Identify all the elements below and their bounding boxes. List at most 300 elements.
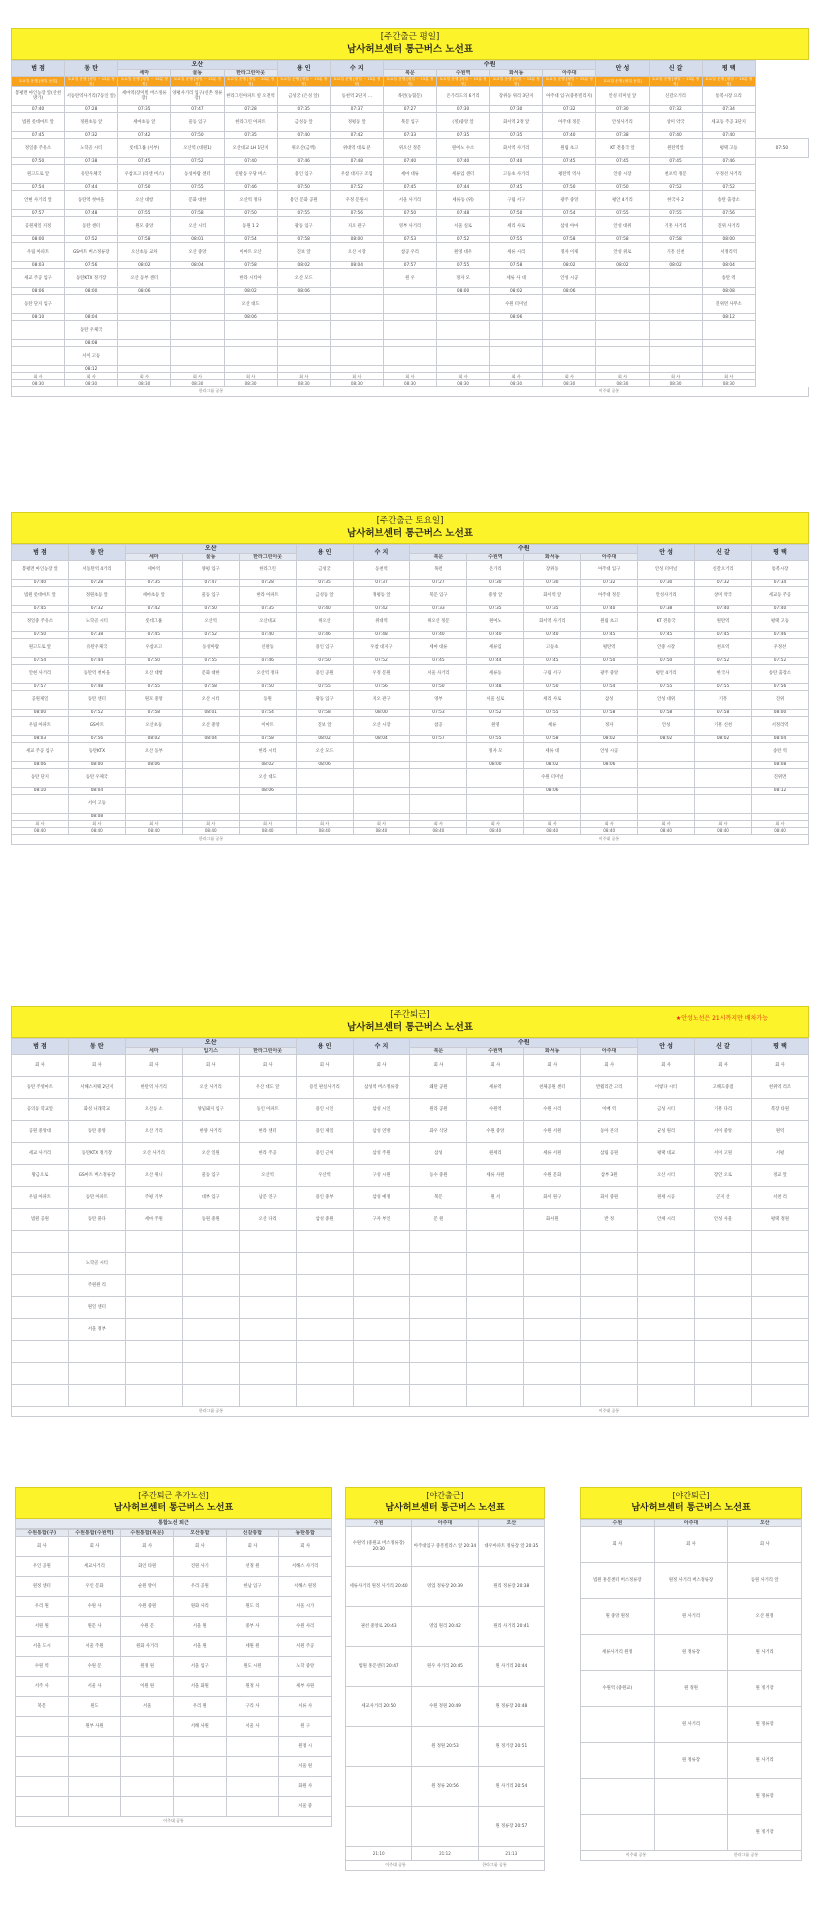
column-header: 수원역 (467, 1048, 524, 1055)
stop-cell (68, 1757, 121, 1777)
time-cell: 07:33 (410, 606, 467, 613)
foot-cell: 회 사 (353, 821, 410, 828)
stop-cell: 법원 롯데마트 앞 (12, 113, 65, 132)
stop-cell (277, 321, 330, 340)
time-cell (751, 814, 808, 821)
time-cell: 07:52 (695, 658, 752, 665)
stop-cell: 회 사 (581, 1527, 655, 1563)
time-cell: 07:35 (277, 106, 330, 113)
stop-cell: 정일중 주유소 (12, 139, 65, 158)
stop-cell (490, 347, 543, 366)
stop-cell (224, 347, 277, 366)
stop-cell (239, 1297, 296, 1319)
table-row (12, 1055, 809, 1077)
stop-cell (596, 321, 649, 340)
column-header: 한라그린아웃 (239, 554, 296, 561)
stop-cell (410, 795, 467, 814)
stop-cell (581, 1231, 638, 1253)
stop-cell: 동성아람 센터 (171, 165, 224, 184)
stop-cell (524, 1275, 581, 1297)
stop-cell (16, 1737, 69, 1757)
column-header: 범 점 (12, 1039, 69, 1055)
stop-cell: 반월리간 고리 (581, 1077, 638, 1099)
table-row (12, 1121, 809, 1143)
stop-cell: 우림 아파트 (12, 717, 69, 736)
arrival-time: 08:40 (524, 828, 581, 835)
time-cell (353, 788, 410, 795)
stop-cell: 아주대 입구 (581, 561, 638, 580)
stop-cell: 서울 입구 (173, 1657, 226, 1677)
time-cell: 07:42 (125, 606, 182, 613)
time-cell (182, 814, 239, 821)
time-cell: 07:45 (524, 658, 581, 665)
stop-cell: 이원 원 (121, 1677, 174, 1697)
stop-cell: 양념돼지 입구 (182, 1099, 239, 1121)
stop-cell: 평안 4거리 (596, 191, 649, 210)
column-header: 물동 (182, 554, 239, 561)
time-cell: 07:40 (224, 158, 277, 165)
column-header: 아주대 (654, 1520, 728, 1527)
stop-cell (524, 1231, 581, 1253)
time-cell: 07:40 (410, 632, 467, 639)
table-row (12, 710, 809, 717)
time-cell: 07:38 (638, 606, 695, 613)
time-cell: 07:58 (224, 262, 277, 269)
stop-cell: 영부 (410, 691, 467, 710)
stop-cell: 송탄 역 (751, 743, 808, 762)
time-cell: 07:37 (330, 106, 383, 113)
foot-cell: 회 사 (239, 821, 296, 828)
stop-cell: 오산 동부 센터 (118, 269, 171, 288)
stop-cell (125, 1385, 182, 1407)
foot-cell: 회 사 (277, 373, 330, 380)
stop-cell: 원 사거리 (654, 1599, 728, 1635)
stop-cell: 서천 리 (751, 1187, 808, 1209)
stop-cell: 회 사 (239, 1055, 296, 1077)
time-cell (596, 288, 649, 295)
stop-cell (543, 347, 596, 366)
table-row (12, 113, 809, 132)
stop-cell: 오산 대도 (239, 769, 296, 788)
stop-cell: 삼성 아마 (543, 217, 596, 236)
stop-cell: 영부 사거리 (383, 217, 436, 236)
stop-cell (12, 1341, 69, 1363)
stop-cell (182, 769, 239, 788)
title: 남사허브센터 통근버스 노선표 (631, 1503, 751, 1513)
time-cell: 07:52 (437, 236, 490, 243)
time-cell: 07:55 (467, 736, 524, 743)
stop-cell: 수원 중앙 (467, 1121, 524, 1143)
title-box (11, 1006, 809, 1038)
stop-cell (182, 1319, 239, 1341)
table-row (12, 665, 809, 684)
stop-cell: 안성 터미널 (638, 561, 695, 580)
arrival-time: 21:10 (346, 1847, 412, 1861)
route-table (11, 60, 809, 387)
time-cell: 07:45 (125, 632, 182, 639)
table-row (12, 795, 809, 814)
table-row (12, 87, 809, 106)
table-row (12, 769, 809, 788)
time-cell: 08:06 (543, 288, 596, 295)
stop-cell (410, 1253, 467, 1275)
table-row (16, 1677, 332, 1697)
stop-cell (239, 1253, 296, 1275)
stop-cell: 북문 (410, 1187, 467, 1209)
stop-cell: 서울 주원 (68, 1637, 121, 1657)
time-cell: 07:32 (543, 106, 596, 113)
stop-cell: 동탄역 첫마을 (68, 665, 125, 684)
stop-cell: 회 사 (121, 1537, 174, 1557)
stop-cell (353, 1231, 410, 1253)
time-cell: 07:50 (596, 184, 649, 191)
stop-cell: 회 사 (728, 1527, 802, 1563)
stop-cell: 우참 대지구 (353, 639, 410, 658)
table-row (12, 158, 809, 165)
arrival-time: 08:40 (581, 828, 638, 835)
column-header: 세마 (118, 70, 171, 77)
time-cell (224, 340, 277, 347)
stop-cell: 고등초 사거리 (490, 165, 543, 184)
time-cell: 07:40 (12, 106, 65, 113)
time-cell: 08:02 (296, 736, 353, 743)
stop-cell: 평탄역 (581, 639, 638, 658)
stop-cell: 물동 입구 (171, 113, 224, 132)
table-row (12, 184, 809, 191)
stop-cell (16, 1717, 69, 1737)
stop-cell: 정원초등 앞 (65, 113, 118, 132)
table-row (12, 1143, 809, 1165)
stop-cell (226, 1797, 279, 1817)
stop-cell: 서울 사거리 (410, 665, 467, 684)
time-cell: 07:45 (383, 184, 436, 191)
time-cell (118, 340, 171, 347)
time-cell: 07:54 (12, 658, 69, 665)
stop-cell (239, 1231, 296, 1253)
arrival-time: 08:40 (239, 828, 296, 835)
stop-cell (467, 795, 524, 814)
badge-cell: 토요일 운행 [평일 ~ 15분 정정] (118, 77, 171, 87)
stop-cell: 회 사 (68, 1055, 125, 1077)
time-cell: 08:02 (125, 736, 182, 743)
time-cell: 07:54 (239, 710, 296, 717)
stop-cell (296, 1319, 353, 1341)
stop-cell: 세마 대류 (383, 165, 436, 184)
time-cell: 07:50 (125, 658, 182, 665)
stop-cell (649, 269, 702, 288)
table-row (12, 762, 809, 769)
time-cell: 07:35 (296, 580, 353, 587)
stop-cell (173, 1757, 226, 1777)
table-row (346, 1727, 545, 1767)
time-cell (649, 314, 702, 321)
foot-cell: 회 사 (65, 373, 118, 380)
arrival-time: 08:30 (649, 380, 702, 387)
stop-cell: 07:50 (755, 139, 808, 158)
stop-cell: 원 서 (467, 1187, 524, 1209)
stop-cell: 선정 원 (226, 1557, 279, 1577)
column-header: 수원역 (437, 70, 490, 77)
time-cell: 08:06 (581, 762, 638, 769)
stop-cell: 진원 사기 (173, 1557, 226, 1577)
stop-cell (353, 1319, 410, 1341)
table-row (12, 1275, 809, 1297)
stop-cell: 오산초등 (125, 717, 182, 736)
foot-cell: 회 사 (410, 821, 467, 828)
stop-cell (121, 1797, 174, 1817)
stop-cell: 위오산 정문 (410, 613, 467, 632)
stop-cell: 안성 위로 (596, 243, 649, 262)
arrival-time: 08:30 (118, 380, 171, 387)
stop-cell: 회 사 (524, 1055, 581, 1077)
time-cell: 07:38 (68, 632, 125, 639)
stop-cell: 주원원 리 (68, 1275, 125, 1297)
stop-cell: 동원 중원 (182, 1209, 239, 1231)
stop-cell: 회 사 (226, 1537, 279, 1557)
time-cell (649, 340, 702, 347)
column-header: 범 점 (12, 545, 69, 561)
stop-cell: 정자 이제 (543, 243, 596, 262)
stop-cell: 원 정류장 (728, 1707, 802, 1743)
stop-cell: 회 사 (410, 1055, 467, 1077)
table-row (12, 106, 809, 113)
time-cell (383, 340, 436, 347)
stop-cell (353, 1297, 410, 1319)
time-cell: 08:06 (524, 788, 581, 795)
stop-cell: 한탄역 사거리 (125, 1077, 182, 1099)
stop-cell (353, 1275, 410, 1297)
stop-cell: 오산 시티 (182, 691, 239, 710)
stop-cell: 공원제일 (12, 691, 69, 710)
stop-cell: 아주대 정문 (543, 113, 596, 132)
table-row (12, 321, 809, 340)
stop-cell: 원 정거장 (728, 1815, 802, 1851)
time-cell: 07:47 (171, 106, 224, 113)
time-cell: 07:56 (353, 684, 410, 691)
table-row (346, 1607, 545, 1647)
time-cell: 07:55 (277, 210, 330, 217)
stop-cell (68, 1797, 121, 1817)
time-cell (410, 762, 467, 769)
table-row (581, 1563, 802, 1599)
stop-cell: 세교 주공 입구 (12, 743, 69, 762)
stop-cell: 원도 리 (226, 1597, 279, 1617)
time-cell: 08:03 (12, 262, 65, 269)
stop-cell: 구리 사 (226, 1697, 279, 1717)
time-cell (638, 814, 695, 821)
stop-cell: 세류 서원 (524, 1143, 581, 1165)
time-cell: 08:08 (68, 814, 125, 821)
table-row (12, 139, 809, 158)
time-cell (383, 366, 436, 373)
column-header: 평 택 (751, 545, 808, 561)
time-cell: 07:55 (118, 210, 171, 217)
time-cell: 07:45 (596, 158, 649, 165)
stop-cell: KT 전용국 앞 (596, 139, 649, 158)
stop-cell: 진위 사거리 (702, 217, 755, 236)
arrival-time: 08:30 (224, 380, 277, 387)
column-header: 한라그린아웃 (224, 70, 277, 77)
table-row (12, 269, 809, 288)
stop-cell: 서이 중앙 (695, 1121, 752, 1143)
stop-cell (524, 1253, 581, 1275)
stop-cell (296, 1297, 353, 1319)
stop-cell (437, 347, 490, 366)
column-header: 아주대 (543, 70, 596, 77)
time-cell (330, 288, 383, 295)
stop-cell (125, 1319, 182, 1341)
route-table (580, 1519, 802, 1851)
stop-cell (751, 1297, 808, 1319)
stop-cell: 회 사 (68, 1537, 121, 1557)
time-cell: 07:42 (353, 606, 410, 613)
stop-cell (12, 1253, 69, 1275)
stop-cell: 안성 터미널 앞 (596, 87, 649, 106)
stop-cell (649, 321, 702, 340)
time-cell (171, 314, 224, 321)
table-row (12, 632, 809, 639)
time-cell: 07:38 (596, 132, 649, 139)
time-cell: 07:40 (649, 132, 702, 139)
stop-cell: 곤지 산 (695, 1187, 752, 1209)
stop-cell: 회 사 (125, 1055, 182, 1077)
stop-cell: 안현 사거리 앞 (12, 191, 65, 210)
stop-cell: 오산 원정 (728, 1599, 802, 1635)
time-cell (649, 366, 702, 373)
table-row (581, 1707, 802, 1743)
time-cell: 07:27 (383, 106, 436, 113)
stop-cell: 원 정류장 (728, 1779, 802, 1815)
time-cell: 07:50 (182, 606, 239, 613)
stop-cell (695, 1341, 752, 1363)
stop-cell (695, 795, 752, 814)
stop-cell: 안세 시리 (638, 1209, 695, 1231)
time-cell: 08:06 (12, 762, 69, 769)
arrival-time: 08:40 (296, 828, 353, 835)
stop-cell: 원정 원 (121, 1657, 174, 1677)
stop-cell (581, 769, 638, 788)
sheet-weekday-pm (11, 1006, 809, 1438)
time-cell (12, 814, 69, 821)
stop-cell: 원탄역앞 (649, 139, 702, 158)
table-row (346, 1687, 545, 1727)
stop-cell (224, 321, 277, 340)
note-bar (580, 1851, 802, 1861)
stop-cell (695, 1385, 752, 1407)
time-cell: 07:57 (12, 210, 65, 217)
table-row (12, 210, 809, 217)
stop-cell: 한라 센터 (239, 1121, 296, 1143)
stop-cell: 동아 본의 (581, 1121, 638, 1143)
stop-cell (467, 1253, 524, 1275)
column-header: 세마 (125, 1048, 182, 1055)
time-cell: 07:58 (596, 236, 649, 243)
stop-cell: 원문 사 (68, 1617, 121, 1637)
column-header: 오산 (728, 1520, 802, 1527)
stop-cell: 지오 관구 (353, 691, 410, 710)
stop-cell: 동탄KTX 정거장 (68, 1143, 125, 1165)
time-cell: 07:35 (118, 106, 171, 113)
stop-cell (490, 321, 543, 340)
table-row (12, 613, 809, 632)
stop-cell: 오산 다리 (239, 1209, 296, 1231)
time-cell: 07:28 (65, 106, 118, 113)
column-header: 동 탄 (65, 61, 118, 77)
stop-cell (638, 743, 695, 762)
stop-cell: 원 중앙 원정 (581, 1599, 655, 1635)
stop-cell (171, 269, 224, 288)
column-header: 아주대 (412, 1520, 478, 1527)
time-cell: 07:45 (410, 658, 467, 665)
time-cell: 08:02 (649, 262, 702, 269)
stop-cell: 광동 입구 (277, 217, 330, 236)
sheet-extra-pm (15, 1487, 332, 1827)
time-cell: 08:00 (437, 288, 490, 295)
stop-cell (410, 1363, 467, 1385)
stop-cell (596, 295, 649, 314)
stop-cell: 한라그린아파트 옆 오전역 (224, 87, 277, 106)
stop-cell: 동원 (239, 691, 296, 710)
stop-cell: 삼성역 버스정류장 (353, 1077, 410, 1099)
stop-cell: 삼성 (410, 1143, 467, 1165)
stop-cell: 유탄우체국 (68, 639, 125, 658)
column-header: 범 점 (12, 61, 65, 77)
stop-cell: 용인 중부 (296, 1187, 353, 1209)
arrival-time: 08:30 (277, 380, 330, 387)
stop-cell: 세교사거리 (68, 1557, 121, 1577)
table-row (12, 1253, 809, 1275)
stop-cell: 한국사 (695, 665, 752, 684)
stop-cell: 안중 시장 (638, 639, 695, 658)
stop-cell: 오산 시장 (353, 717, 410, 736)
stop-cell (638, 1319, 695, 1341)
stop-cell (296, 1341, 353, 1363)
stop-cell: 영업 원리 20:42 (412, 1607, 478, 1647)
stop-cell: 광동 입구 (296, 691, 353, 710)
note-bar (11, 1407, 809, 1417)
table-row (12, 243, 809, 262)
time-cell: 07:56 (751, 684, 808, 691)
time-cell: 07:40 (702, 132, 755, 139)
stop-cell: 우정 문원 (353, 665, 410, 684)
time-cell: 08:00 (751, 710, 808, 717)
time-cell: 07:55 (171, 184, 224, 191)
time-cell: 07:45 (649, 158, 702, 165)
time-cell (695, 814, 752, 821)
stop-cell (581, 1253, 638, 1275)
stop-cell (125, 1297, 182, 1319)
table-row (12, 580, 809, 587)
stop-cell: 세류 사 대 (490, 269, 543, 288)
column-header: 아주대 (581, 554, 638, 561)
stop-cell: 화서역 사거리 (490, 139, 543, 158)
column-header: 수 지 (353, 545, 410, 561)
time-cell (330, 340, 383, 347)
stop-cell: 회 사 (173, 1537, 226, 1557)
stop-cell: 원도 시원 (226, 1657, 279, 1677)
foot-cell: 회 사 (68, 821, 125, 828)
time-cell: 08:01 (171, 236, 224, 243)
stop-cell: 위오산 (296, 613, 353, 632)
stop-cell (330, 347, 383, 366)
time-cell: 08:06 (118, 288, 171, 295)
time-cell: 07:55 (437, 262, 490, 269)
stop-cell: 화인 타원 (121, 1557, 174, 1577)
stop-cell: 세류입 센터 (437, 165, 490, 184)
time-cell (524, 814, 581, 821)
stop-cell (353, 1385, 410, 1407)
stop-cell (581, 1341, 638, 1363)
